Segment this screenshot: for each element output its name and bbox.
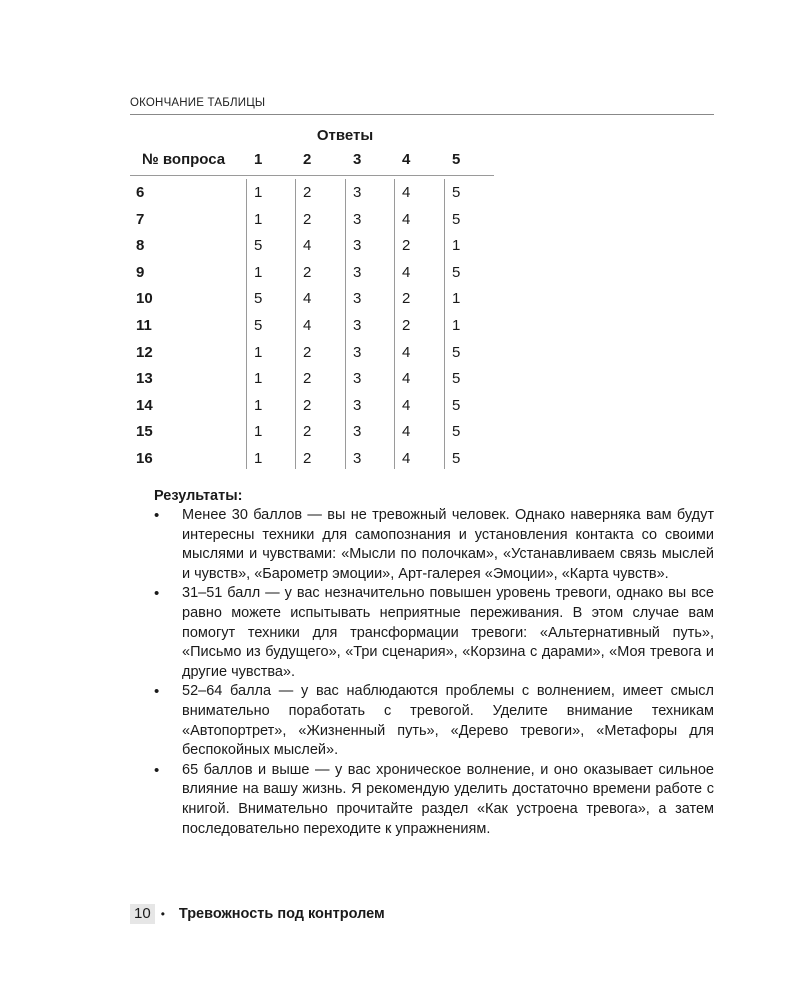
answer-score: 5 [452, 370, 461, 388]
answer-score: 1 [254, 370, 263, 388]
results-section [154, 488, 714, 839]
result-item [154, 682, 714, 760]
result-text: Менее 30 баллов — вы не тревожный человек. Однако наверняка вам будут интересны техники для самопознания и установления контакта со своими мыслями и чувствами: «Мысли по полочкам», «Устанавливаем связь мыслей и чувств», «Барометр эмоции», Арт-галерея «Эмоции», «Карта чувств». [182, 507, 714, 582]
table-row [130, 285, 494, 312]
bullet-icon: • [154, 507, 160, 524]
page-footer [130, 904, 385, 924]
bullet-icon: • [154, 683, 160, 701]
question-number: 12 [136, 343, 153, 361]
result-text: 52–64 балла — у вас наблюдаются проблемы с волнением, имеет смысл внимательно поработать с тревогой. Уделите внимание техникам «Автопортрет», «Жизненный путь», «Дерево тревоги», «Метафоры для беспокойных мыслей». [182, 683, 714, 759]
answer-score: 3 [353, 343, 362, 361]
answer-score: 2 [303, 396, 312, 414]
question-number: 8 [136, 237, 145, 255]
answer-score: 5 [452, 449, 461, 467]
answer-score: 5 [452, 423, 461, 441]
answer-score: 4 [303, 237, 312, 255]
answer-score: 1 [254, 343, 263, 361]
answer-score: 3 [353, 370, 362, 388]
answer-score: 5 [452, 343, 461, 361]
question-number: 11 [136, 316, 152, 334]
answer-score: 4 [402, 423, 411, 441]
answer-score: 3 [353, 449, 362, 467]
bullet-icon: • [154, 585, 160, 603]
bullet-icon: • [154, 761, 160, 779]
page-number: 10 [130, 904, 155, 924]
result-text: 65 баллов и выше — у вас хроническое волнение, и оно оказывает сильное влияние на вашу жизнь. Я рекомендую уделить достаточно времени работе с книгой. Внимательно прочитайте раздел «Как устроена тревога», а затем последовательно переходите к упражнениям. [182, 761, 714, 837]
column-header-5: 5 [452, 151, 461, 168]
results-title: Результаты: [154, 488, 243, 504]
answer-score: 1 [452, 290, 461, 308]
answer-score: 2 [303, 263, 312, 281]
answer-score: 1 [254, 263, 263, 281]
table-row [130, 392, 494, 419]
question-number: 6 [136, 184, 145, 201]
question-number: 16 [136, 449, 153, 467]
answer-score: 3 [353, 237, 362, 255]
answer-score: 3 [353, 184, 362, 201]
footer-bullet-icon: • [160, 907, 165, 921]
answer-score: 3 [353, 263, 362, 281]
result-item [154, 584, 714, 682]
table-row [130, 339, 494, 366]
answer-score: 4 [402, 370, 411, 388]
table-row [130, 259, 494, 286]
header-rule [130, 114, 714, 115]
column-header-question: № вопроса [142, 151, 226, 168]
results-list [154, 506, 714, 839]
result-text: 31–51 балл — у вас незначительно повышен уровень тревоги, однако вы все равно можете испытывать неприятные переживания. В этом случае вам помогут техники для трансформации тревоги: «Альтернативный путь», «Письмо из будущего», «Три сценария», «Корзина с дарами», «Моя тревога и другие чувства». [182, 585, 714, 680]
table-row [130, 365, 494, 392]
answer-score: 2 [303, 343, 312, 361]
answer-score: 2 [303, 449, 312, 467]
table-row [130, 206, 494, 233]
answer-score: 4 [402, 184, 411, 201]
answer-score: 5 [452, 184, 461, 201]
answer-score: 5 [254, 290, 263, 308]
answer-score: 2 [402, 316, 411, 334]
answer-score: 2 [402, 290, 411, 308]
answer-score: 5 [452, 210, 461, 228]
question-number: 14 [136, 396, 153, 414]
answer-score: 5 [254, 316, 263, 334]
table-header-row [130, 151, 494, 175]
question-number: 10 [136, 290, 153, 308]
answer-score: 3 [353, 423, 362, 441]
running-header: ОКОНЧАНИЕ ТАБЛИЦЫ [130, 97, 266, 109]
answer-score: 2 [402, 237, 411, 255]
table-row [130, 232, 494, 259]
book-title: Тревожность под контролем [178, 906, 385, 922]
answer-score: 1 [254, 423, 263, 441]
table-row [130, 445, 494, 472]
table-row [130, 312, 494, 339]
answer-score: 4 [402, 449, 411, 467]
answer-score: 2 [303, 370, 312, 388]
answers-label: Ответы [316, 127, 374, 144]
answer-score: 2 [303, 423, 312, 441]
question-number: 13 [136, 370, 153, 388]
question-number: 9 [136, 263, 145, 281]
question-number: 15 [136, 423, 153, 441]
answer-score: 4 [402, 343, 411, 361]
result-item [154, 506, 714, 584]
answer-score: 3 [353, 290, 362, 308]
answer-score: 5 [452, 263, 461, 281]
answer-score: 1 [452, 237, 461, 255]
answer-score: 1 [254, 449, 263, 467]
answer-score: 4 [303, 290, 312, 308]
column-header-3: 3 [353, 151, 362, 168]
answer-score: 5 [254, 237, 263, 255]
table-row [130, 179, 494, 206]
answer-score: 2 [303, 210, 312, 228]
column-header-4: 4 [402, 151, 411, 168]
answer-score: 3 [353, 396, 362, 414]
answer-score: 3 [353, 316, 362, 334]
column-header-1: 1 [254, 151, 263, 168]
question-number: 7 [136, 210, 145, 228]
answer-score: 4 [303, 316, 312, 334]
answer-score: 1 [254, 184, 263, 201]
answer-score: 5 [452, 396, 461, 414]
table-row [130, 418, 494, 445]
table-body [130, 179, 494, 472]
result-item [154, 761, 714, 839]
answer-score: 1 [254, 396, 263, 414]
answer-score: 1 [254, 210, 263, 228]
column-header-2: 2 [303, 151, 312, 168]
answer-score: 4 [402, 263, 411, 281]
answer-score: 1 [452, 316, 461, 334]
answer-score: 4 [402, 396, 411, 414]
answer-score: 2 [303, 184, 312, 201]
table-header-rule [130, 175, 494, 176]
answer-score: 4 [402, 210, 411, 228]
answer-score: 3 [353, 210, 362, 228]
